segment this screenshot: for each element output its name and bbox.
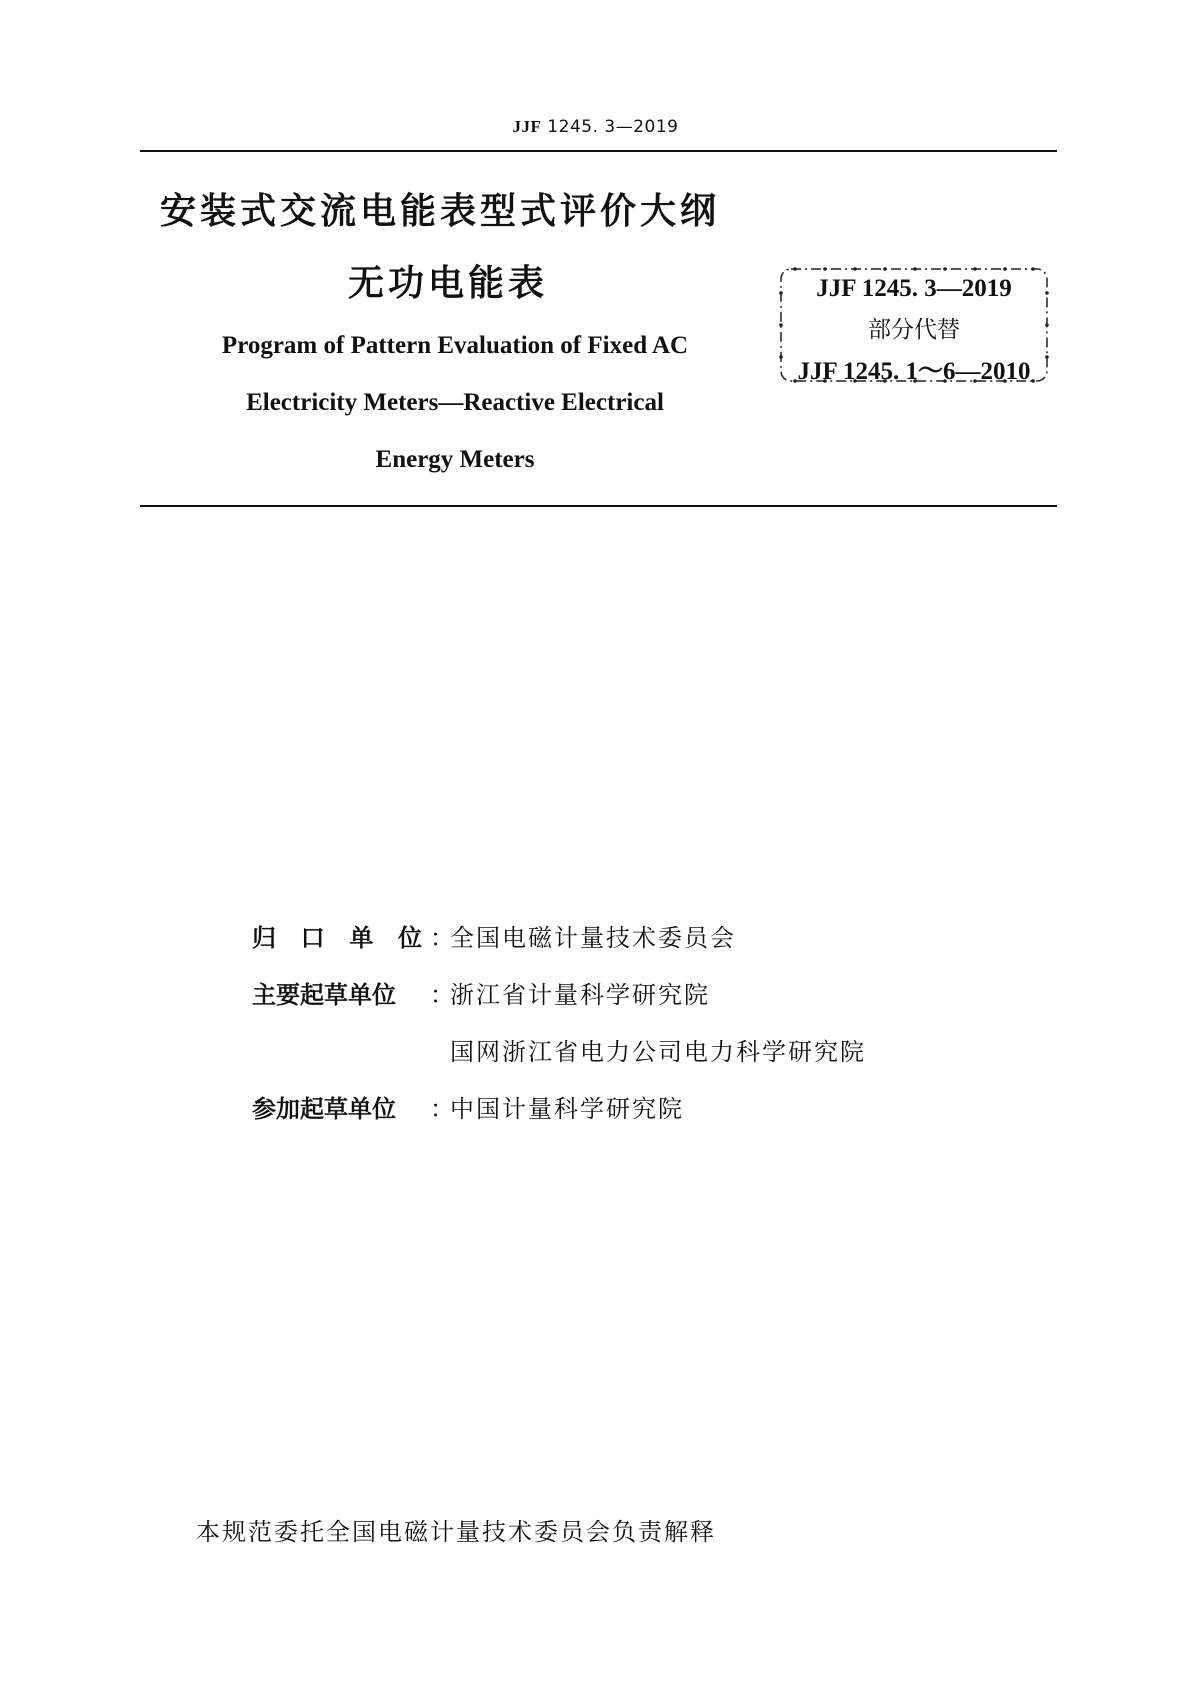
running-header-code (0, 117, 1191, 137)
label-char: 口 (300, 924, 325, 952)
responsible-unit-value: 全国电磁计量技术委员会 (450, 924, 736, 952)
label-char: 位 (397, 924, 422, 952)
replacement-code: JJF 1245. 3—2019 (816, 275, 1012, 302)
title-english-line-3: Energy Meters (375, 446, 535, 473)
participating-drafting-unit: 中国计量科学研究院 (450, 1095, 684, 1123)
main-drafting-label: 主要起草单位 (252, 981, 396, 1009)
top-rule (140, 150, 1057, 152)
title-english-line-2: Electricity Meters—Reactive Electrical (246, 389, 664, 416)
bottom-rule (140, 505, 1057, 507)
main-drafting-unit-2: 国网浙江省电力公司电力科学研究院 (450, 1038, 866, 1066)
label-char: 单 (349, 924, 374, 952)
header-code-prefix: JJF (512, 117, 542, 136)
responsible-unit-label (252, 918, 422, 953)
interpretation-note: 本规范委托全国电磁计量技术委员会负责解释 (196, 1518, 716, 1546)
header-code-number: 1245. 3—2019 (541, 117, 679, 137)
title-english-line-1: Program of Pattern Evaluation of Fixed AC (221, 332, 689, 359)
label-colon: ： (430, 981, 454, 1009)
replacement-box (775, 263, 1053, 387)
label-colon: ： (430, 924, 454, 952)
label-char: 归 (252, 924, 276, 952)
label-colon: ： (430, 1095, 454, 1123)
replacement-note: 部分代替 (868, 317, 960, 343)
subtitle-chinese: 无功电能表 (348, 263, 549, 304)
replaced-code: JJF 1245. 1～6—2010 (797, 358, 1031, 385)
main-drafting-unit-1: 浙江省计量科学研究院 (450, 981, 710, 1009)
participating-drafting-label: 参加起草单位 (252, 1095, 396, 1123)
title-chinese: 安装式交流电能表型式评价大纲 (160, 191, 721, 232)
